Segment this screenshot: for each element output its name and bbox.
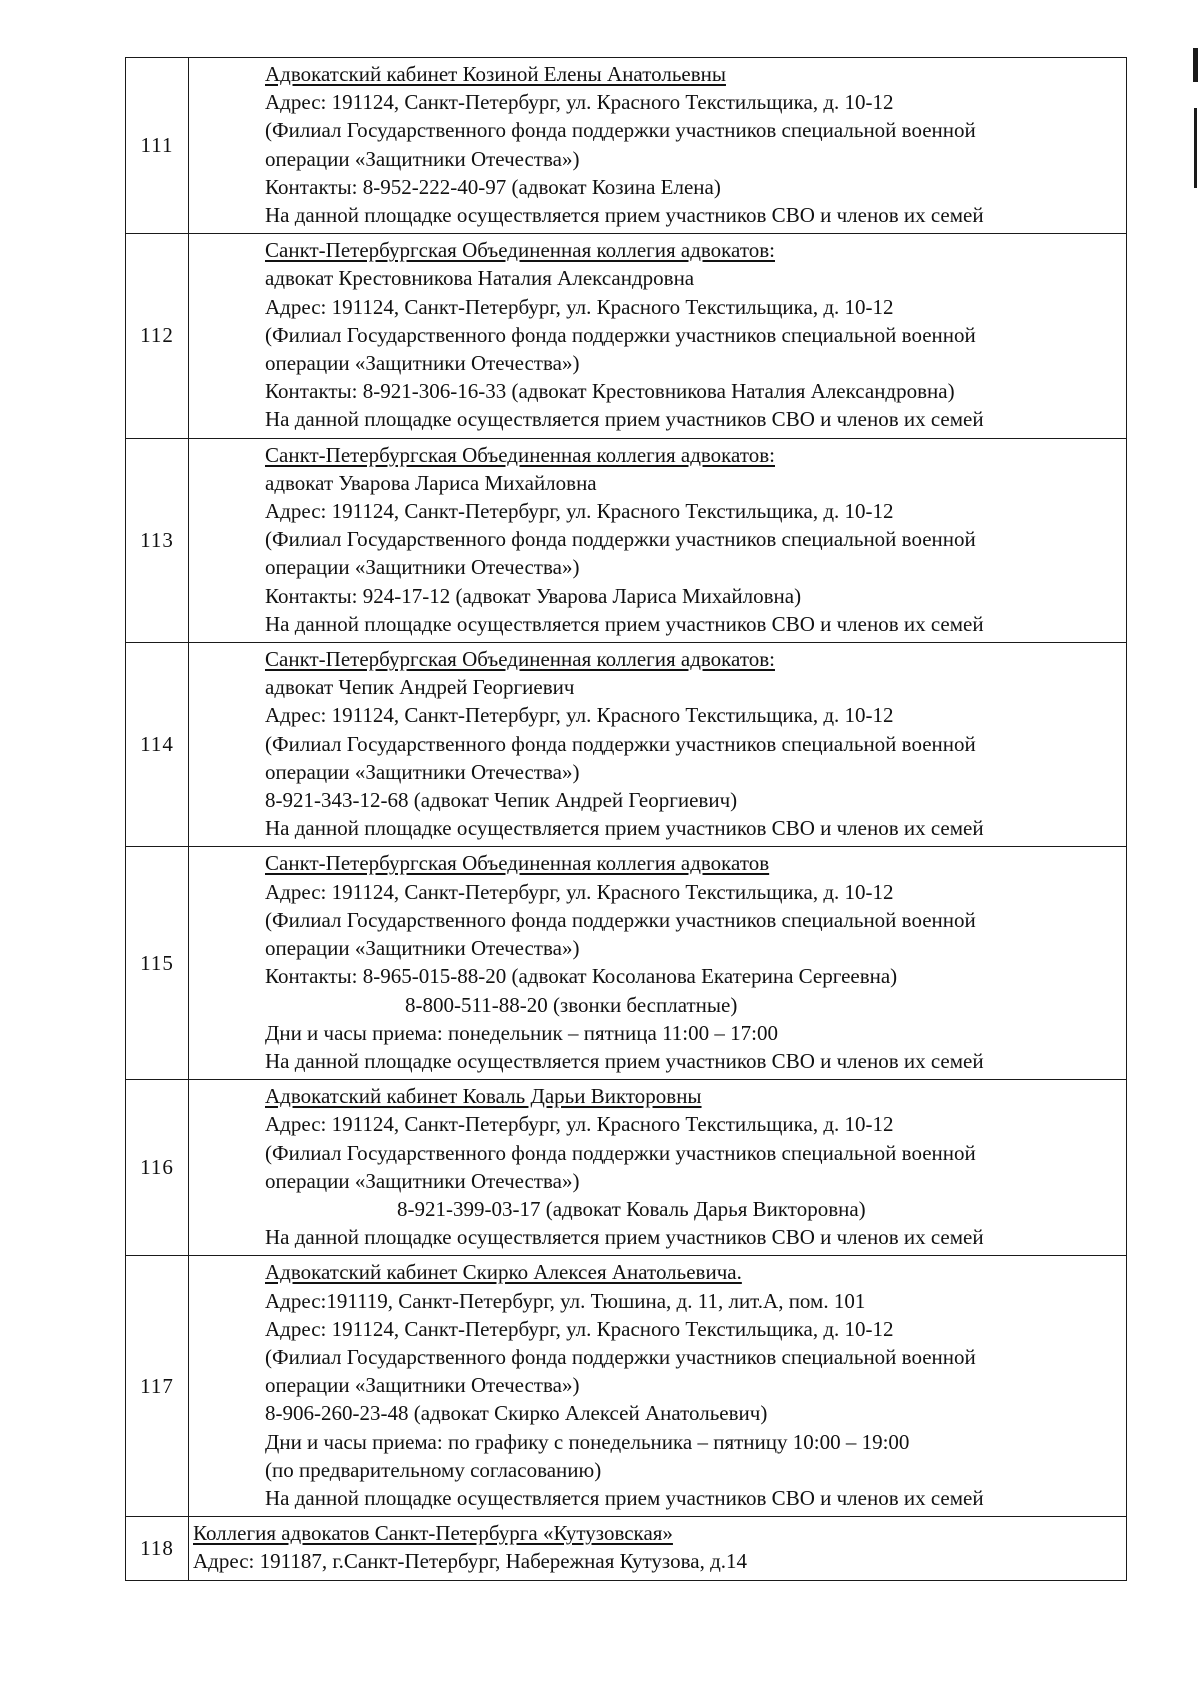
row-content <box>189 1080 1127 1256</box>
content-line: операции «Защитники Отечества») <box>265 146 580 171</box>
organization-name: Адвокатский кабинет Коваль Дарьи Викторовны <box>265 1084 702 1109</box>
content-line: адвокат Крестовникова Наталия Александровна <box>265 266 695 291</box>
content-line: Контакты: 8-921-306-16-33 (адвокат Крестовникова Наталия Александровна) <box>265 379 955 404</box>
content-line: (Филиал Государственного фонда поддержки участников специальной военной <box>265 1344 976 1369</box>
row-number: 116 <box>126 1080 189 1256</box>
row-number: 111 <box>126 58 189 234</box>
content-line: Адрес: 191124, Санкт-Петербург, ул. Красного Текстильщика, д. 10-12 <box>265 499 894 524</box>
content-line: операции «Защитники Отечества») <box>265 1373 580 1398</box>
row-content <box>189 643 1127 847</box>
row-number: 113 <box>126 438 189 642</box>
organization-name: Адвокатский кабинет Скирко Алексея Анатольевича. <box>265 1260 742 1285</box>
row-number: 115 <box>126 847 189 1080</box>
content-line: Адрес: 191124, Санкт-Петербург, ул. Красного Текстильщика, д. 10-12 <box>265 1316 894 1341</box>
content-line: Адрес: 191124, Санкт-Петербург, ул. Красного Текстильщика, д. 10-12 <box>265 294 894 319</box>
content-line: адвокат Чепик Андрей Георгиевич <box>265 675 575 700</box>
content-line: (Филиал Государственного фонда поддержки участников специальной военной <box>265 731 976 756</box>
content-line: На данной площадке осуществляется прием участников СВО и членов их семей <box>265 1225 984 1250</box>
table-row <box>126 1256 1127 1517</box>
content-line: (Филиал Государственного фонда поддержки участников специальной военной <box>265 118 976 143</box>
organization-name: Санкт-Петербургская Объединенная коллегия адвокатов <box>265 851 770 876</box>
content-line: операции «Защитники Отечества») <box>265 1168 580 1193</box>
content-line: Адрес: 191187, г.Санкт-Петербург, Набережная Кутузова, д.14 <box>193 1549 747 1574</box>
content-line: операции «Защитники Отечества») <box>265 936 580 961</box>
content-line: На данной площадке осуществляется прием участников СВО и членов их семей <box>265 816 984 841</box>
table-row <box>126 234 1127 438</box>
content-line: адвокат Уварова Лариса Михайловна <box>265 470 597 495</box>
content-line: На данной площадке осуществляется прием участников СВО и членов их семей <box>265 407 984 432</box>
content-line: На данной площадке осуществляется прием участников СВО и членов их семей <box>265 1048 984 1073</box>
table-row <box>126 438 1127 642</box>
row-content <box>189 847 1127 1080</box>
row-number: 118 <box>126 1517 189 1580</box>
content-line: 8-921-343-12-68 (адвокат Чепик Андрей Георгиевич) <box>265 788 738 813</box>
organization-name: Санкт-Петербургская Объединенная коллегия адвокатов: <box>265 647 775 672</box>
table-row <box>126 58 1127 234</box>
organization-name: Коллегия адвокатов Санкт-Петербурга «Кутузовская» <box>193 1521 673 1546</box>
content-line: операции «Защитники Отечества») <box>265 555 580 580</box>
content-line: (Филиал Государственного фонда поддержки участников специальной военной <box>265 907 976 932</box>
content-line: Адрес: 191124, Санкт-Петербург, ул. Красного Текстильщика, д. 10-12 <box>265 879 894 904</box>
row-number: 114 <box>126 643 189 847</box>
table-row <box>126 1517 1127 1580</box>
row-number: 112 <box>126 234 189 438</box>
content-line: Контакты: 8-952-222-40-97 (адвокат Козина Елена) <box>265 174 721 199</box>
content-line: Адрес: 191124, Санкт-Петербург, ул. Красного Текстильщика, д. 10-12 <box>265 703 894 728</box>
content-line: (Филиал Государственного фонда поддержки участников специальной военной <box>265 527 976 552</box>
content-line: (по предварительному согласованию) <box>265 1457 602 1482</box>
table-row <box>126 643 1127 847</box>
content-line: Адрес: 191124, Санкт-Петербург, ул. Красного Текстильщика, д. 10-12 <box>265 90 894 115</box>
content-line: Адрес: 191124, Санкт-Петербург, ул. Красного Текстильщика, д. 10-12 <box>265 1112 894 1137</box>
scan-edge-mark <box>1194 108 1197 188</box>
table-body <box>126 58 1127 1581</box>
table-row <box>126 1080 1127 1256</box>
row-content <box>189 1517 1127 1580</box>
organization-name: Санкт-Петербургская Объединенная коллегия адвокатов: <box>265 238 775 263</box>
row-content <box>189 58 1127 234</box>
organization-name: Адвокатский кабинет Козиной Елены Анатольевны <box>265 62 726 86</box>
content-line: (Филиал Государственного фонда поддержки участников специальной военной <box>265 322 976 347</box>
content-line: 8-921-399-03-17 (адвокат Коваль Дарья Викторовна) <box>397 1196 866 1221</box>
lawyers-table <box>125 57 1127 1581</box>
organization-name: Санкт-Петербургская Объединенная коллегия адвокатов: <box>265 442 775 467</box>
content-line: На данной площадке осуществляется прием участников СВО и членов их семей <box>265 1485 984 1510</box>
content-line: Контакты: 8-965-015-88-20 (адвокат Косоланова Екатерина Сергеевна) <box>265 964 898 989</box>
content-line: операции «Защитники Отечества») <box>265 351 580 376</box>
row-content <box>189 1256 1127 1517</box>
content-line: Дни и часы приема: понедельник – пятница 11:00 – 17:00 <box>265 1020 778 1045</box>
row-content <box>189 438 1127 642</box>
content-line: Дни и часы приема: по графику с понедельника – пятницу 10:00 – 19:00 <box>265 1429 910 1454</box>
content-line: (Филиал Государственного фонда поддержки участников специальной военной <box>265 1140 976 1165</box>
scan-edge-mark <box>1193 48 1198 82</box>
content-line: операции «Защитники Отечества») <box>265 759 580 784</box>
content-line: Адрес:191119, Санкт-Петербург, ул. Тюшина, д. 11, лит.А, пом. 101 <box>265 1288 866 1313</box>
content-line: На данной площадке осуществляется прием участников СВО и членов их семей <box>265 611 984 636</box>
row-content <box>189 234 1127 438</box>
table-row <box>126 847 1127 1080</box>
content-line: 8-906-260-23-48 (адвокат Скирко Алексей Анатольевич) <box>265 1401 768 1426</box>
content-line: 8-800-511-88-20 (звонки бесплатные) <box>405 992 738 1017</box>
row-number: 117 <box>126 1256 189 1517</box>
content-line: На данной площадке осуществляется прием участников СВО и членов их семей <box>265 203 984 228</box>
content-line: Контакты: 924-17-12 (адвокат Уварова Лариса Михайловна) <box>265 583 802 608</box>
